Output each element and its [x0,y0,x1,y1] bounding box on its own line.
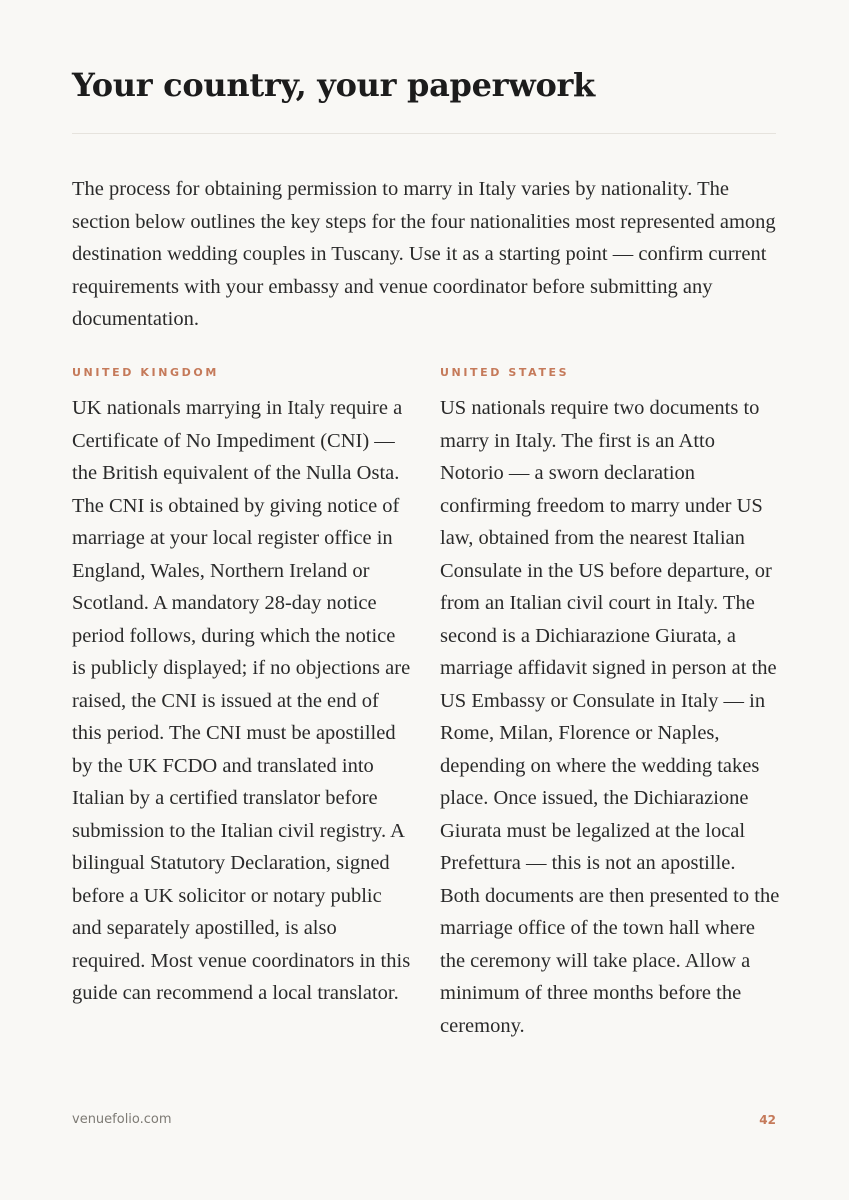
section-label-uk: UNITED KINGDOM [72,366,219,379]
section-body-us: US nationals require two documents to marry in Italy. The first is an Atto Notorio — a sworn declaration confirming freedom to marry under US law, obtained from the nearest Italian Consulate in the US before departure, or from an Italian civil court in Italy. The second is a Dichiarazione Giurata, a marriage affidavit signed in person at the US Embassy or Consulate in Italy — in Rome, Milan, Florence or Naples, depending on where the wedding takes place. Once issued, the Dichiarazione Giurata must be legalized at the local Prefettura — this is not an apostille. Both documents are then presented to the marriage office of the town hall where the ceremony will take place. Allow a minimum of three months before the ceremony. [440,397,780,1037]
section-united-kingdom [72,364,412,1010]
intro-paragraph: The process for obtaining permission to marry in Italy varies by nationality. The section below outlines the key steps for the four nationalities most represented among destination wedding couples in Tuscany. Use it as a starting point — confirm current requirements with your embassy and venue coordinator before submitting any documentation. [72,178,776,330]
page-number: 42 [759,1113,776,1127]
footer-site-link[interactable]: venuefolio.com [72,1112,172,1127]
section-label-us: UNITED STATES [440,366,570,379]
section-body-uk: UK nationals marrying in Italy require a Certificate of No Impediment (CNI) — the British equivalent of the Nulla Osta. The CNI is obtained by giving notice of marriage at your local register office in England, Wales, Northern Ireland or Scotland. A mandatory 28-day notice period follows, during which the notice is publicly displayed; if no objections are raised, the CNI is issued at the end of this period. The CNI must be apostilled by the UK FCDO and translated into Italian by a certified translator before submission to the Italian civil registry. A bilingual Statutory Declaration, signed before a UK solicitor or notary public and separately apostilled, is also required. Most venue coordinators in this guide can recommend a local translator. [72,397,411,1004]
title-divider [72,133,776,134]
page-title: Your country, your paperwork [72,66,595,104]
section-united-states [440,364,780,1042]
